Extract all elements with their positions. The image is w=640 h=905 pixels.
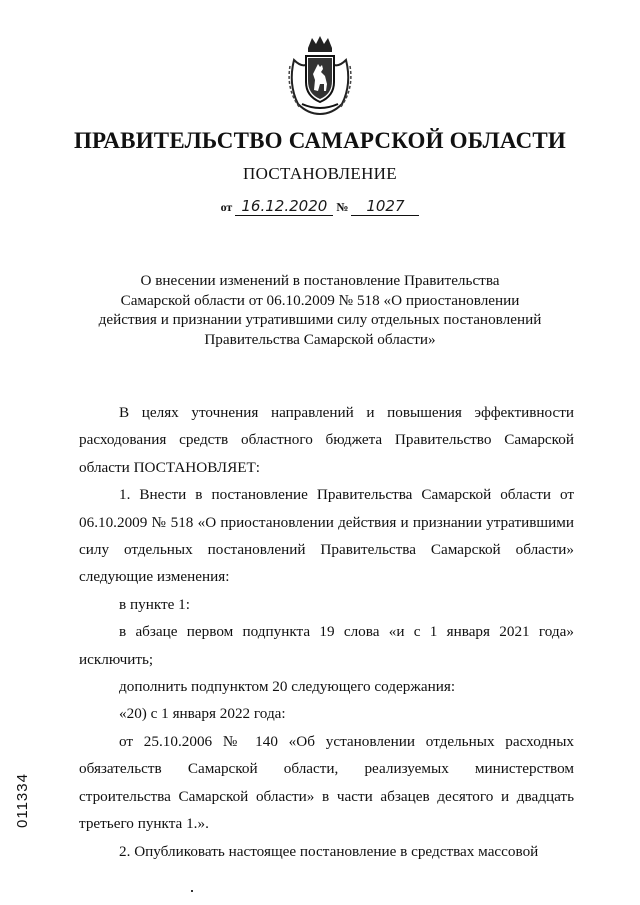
document-type: ПОСТАНОВЛЕНИЕ — [243, 164, 397, 183]
subject-line: Самарской области от 06.10.2009 № 518 «О приостановлении — [120, 291, 520, 309]
handwritten-date: 16.12.2020 — [235, 197, 333, 216]
body-paragraph: в пункте 1: — [119, 595, 190, 613]
body-paragraph: от 25.10.2006 № 140 «Об установлении отдельных расходных обязательств Самарской области, реализуемых министерством строительства Самарской области» в части абзацев десятого и двадцать третьего пункта 1.». — [79, 732, 574, 833]
subject-line: О внесении изменений в постановление Правительства — [140, 272, 500, 289]
number-prefix: № — [336, 200, 349, 214]
decree-body — [79, 399, 574, 865]
date-number-line — [0, 197, 640, 216]
body-paragraph: В целях уточнения направлений и повышения эффективности расходования средств областного бюджета Правительство Самарской области ПОСТАНОВЛЯЕТ: — [79, 404, 574, 476]
subject-line: Правительства Самарской области» — [204, 330, 436, 348]
handwritten-number: 1027 — [351, 197, 419, 216]
government-title: ПРАВИТЕЛЬСТВО САМАРСКОЙ ОБЛАСТИ — [73, 128, 567, 153]
date-prefix: от — [220, 200, 233, 214]
decree-subject — [60, 271, 580, 349]
body-paragraph: 2. Опубликовать настоящее постановление в средствах массовой — [119, 842, 539, 860]
body-paragraph: «20) с 1 января 2022 года: — [119, 705, 286, 723]
subject-line: действия и признании утратившими силу отдельных постановлений — [98, 311, 542, 329]
serial-number-text: 011334 — [14, 773, 31, 828]
serial-number — [14, 768, 34, 828]
body-paragraph: в абзаце первом подпункта 19 слова «и с 1 января 2021 года» исключить; — [79, 623, 574, 668]
coat-of-arms-icon — [284, 34, 356, 116]
scan-speck — [191, 890, 193, 892]
body-paragraph: 1. Внести в постановление Правительства Самарской области от 06.10.2009 № 518 «О приостановлении действия и признании утратившими силу отдельных постановлений Правительства Самарской области» следующие изменения: — [79, 486, 574, 586]
body-paragraph: дополнить подпунктом 20 следующего содержания: — [119, 678, 456, 696]
